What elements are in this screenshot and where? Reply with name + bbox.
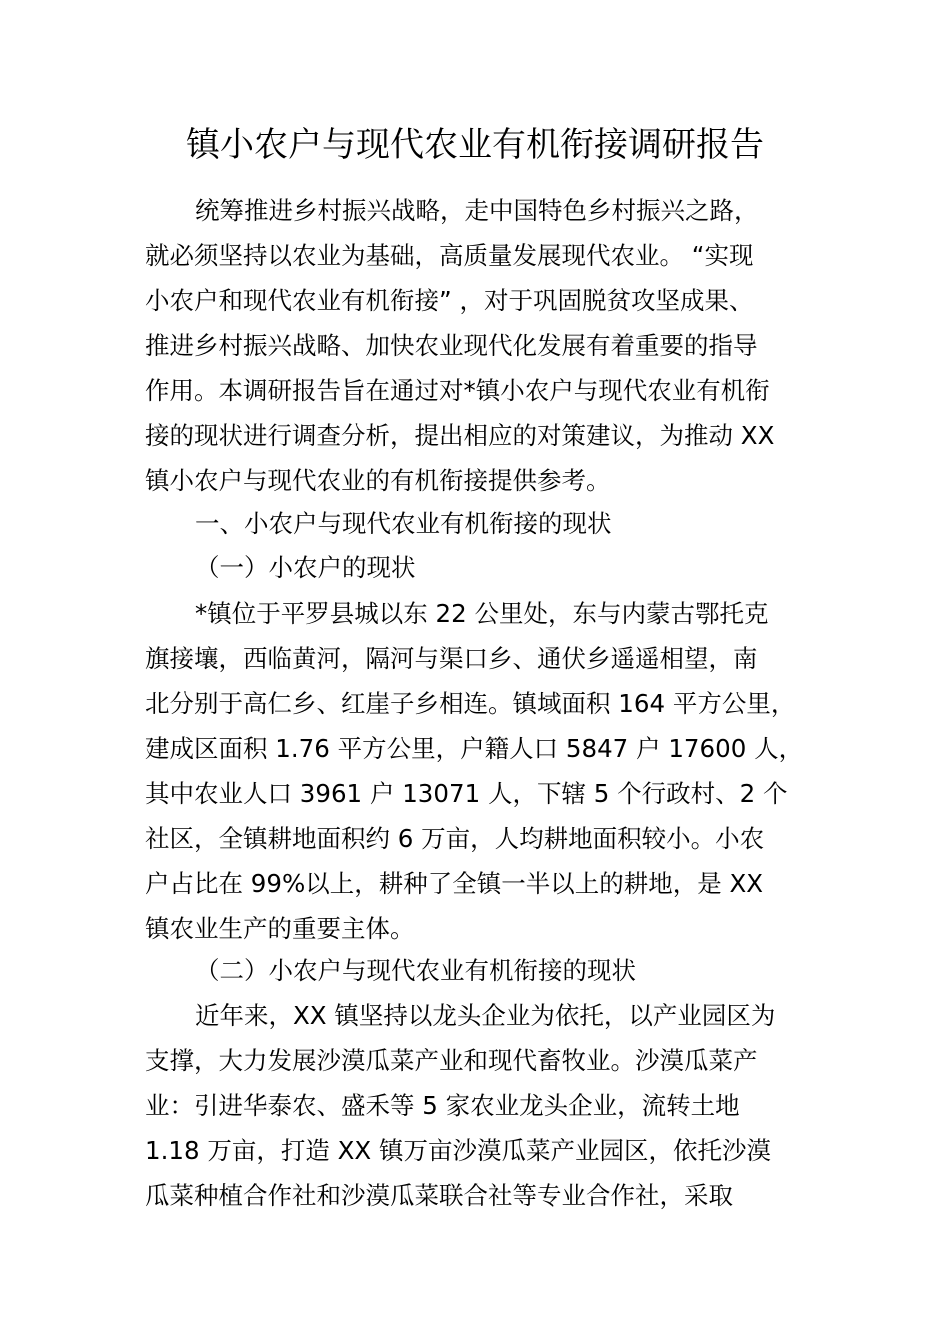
paragraph-line: *镇位于平罗县城以东 22 公里处，东与内蒙古鄂托克: [195, 599, 769, 628]
paragraph-line: 户占比在 99%以上，耕种了全镇一半以上的耕地，是 XX: [145, 869, 764, 898]
paragraph-line: 就必须坚持以农业为基础，高质量发展现代农业。 “实现: [145, 241, 754, 270]
paragraph-line: 其中农业人口 3961 户 13071 人，下辖 5 个行政村、2 个: [145, 779, 788, 808]
paragraph-line: 业：引进华泰农、盛禾等 5 家农业龙头企业，流转土地: [145, 1091, 740, 1120]
paragraph-line: 统筹推进乡村振兴战略，走中国特色乡村振兴之路，: [195, 196, 759, 225]
paragraph-line: 瓜菜种植合作社和沙漠瓜菜联合社等专业合作社，采取: [145, 1181, 733, 1210]
paragraph-line: 北分别于高仁乡、红崖子乡相连。镇域面积 164 平方公里，: [145, 689, 796, 718]
paragraph-line: 1.18 万亩，打造 XX 镇万亩沙漠瓜菜产业园区，依托沙漠: [145, 1136, 771, 1165]
paragraph-line: 镇小农户与现代农业的有机衔接提供参考。: [145, 466, 611, 495]
document-title: 镇小农户与现代农业有机衔接调研报告: [186, 125, 764, 165]
paragraph-line: 作用。本调研报告旨在通过对*镇小农户与现代农业有机衔: [145, 376, 770, 405]
paragraph-line: 支撑，大力发展沙漠瓜菜产业和现代畜牧业。沙漠瓜菜产: [145, 1046, 758, 1075]
subsection-heading: （二）小农户与现代农业有机衔接的现状: [195, 956, 636, 985]
paragraph-line: 旗接壤，西临黄河，隔河与渠口乡、通伏乡遥遥相望，南: [145, 644, 758, 673]
paragraph-line: 小农户和现代农业有机衔接” ，对于巩固脱贫攻坚成果、: [145, 286, 754, 315]
paragraph-line: 建成区面积 1.76 平方公里，户籍人口 5847 户 17600 人，: [145, 734, 804, 763]
section-heading: 一、小农户与现代农业有机衔接的现状: [195, 509, 612, 538]
paragraph-line: 推进乡村振兴战略、加快农业现代化发展有着重要的指导: [145, 331, 758, 360]
paragraph-line: 社区，全镇耕地面积约 6 万亩，人均耕地面积较小。小农: [145, 824, 765, 853]
paragraph-line: 接的现状进行调查分析，提出相应的对策建议，为推动 XX: [145, 421, 775, 450]
subsection-heading: （一）小农户的现状: [195, 553, 416, 582]
paragraph-line: 近年来，XX 镇坚持以龙头企业为依托，以产业园区为: [195, 1001, 776, 1030]
paragraph-line: 镇农业生产的重要主体。: [145, 914, 415, 943]
